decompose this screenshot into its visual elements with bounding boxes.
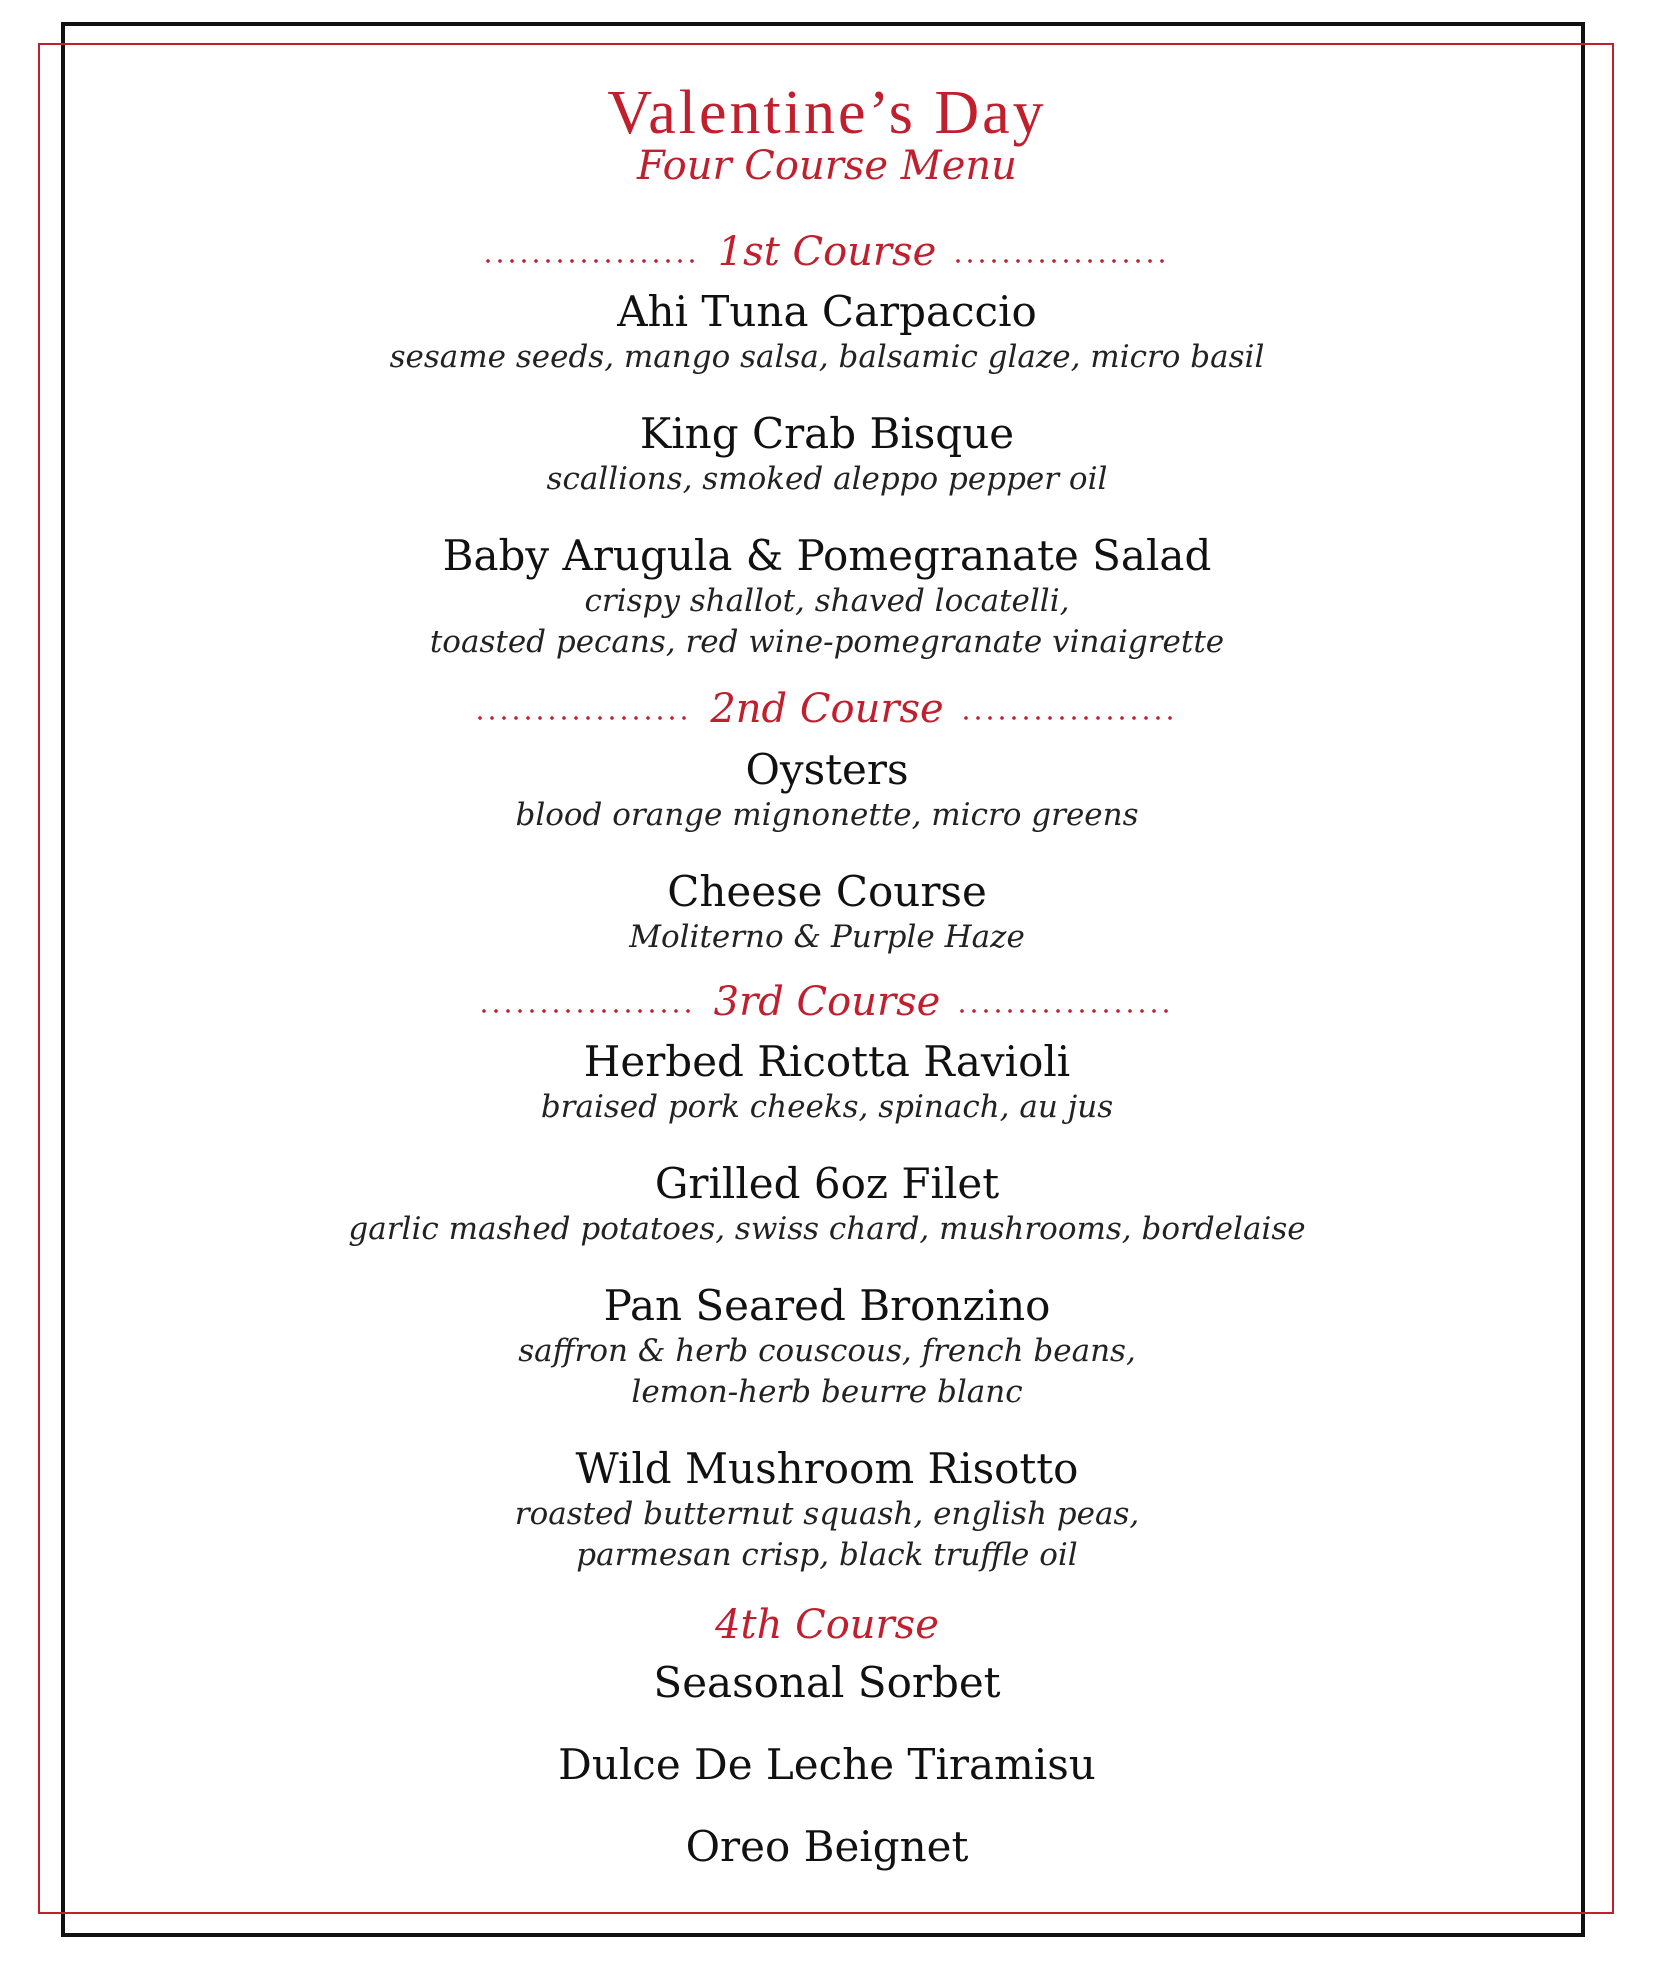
dish-description: lemon-herb beurre blanc [631, 1374, 1023, 1410]
dish-description: parmesan crisp, black truffle oil [576, 1537, 1078, 1573]
dish-item [0, 1281, 1654, 1413]
dish-name: Oysters [745, 745, 909, 794]
course-heading-3 [0, 975, 1654, 1029]
dish-item [0, 1658, 1654, 1708]
dish-name: Herbed Ricotta Ravioli [583, 1037, 1071, 1086]
dish-name: Pan Seared Bronzino [603, 1281, 1051, 1330]
dish-item [0, 287, 1654, 378]
dish-item [0, 1444, 1654, 1576]
dotted-rule-right [960, 715, 1180, 721]
dish-name: King Crab Bisque [639, 409, 1015, 458]
dish-description: scallions, smoked aleppo pepper oil [546, 461, 1108, 497]
course-label: 1st Course [717, 229, 937, 275]
dish-name: Seasonal Sorbet [653, 1658, 1001, 1707]
course-heading-2 [0, 682, 1654, 736]
dish-description: saffron & herb couscous, french beans, [518, 1333, 1136, 1369]
dish-name: Cheese Course [667, 867, 987, 916]
dotted-rule-right [956, 1008, 1176, 1014]
dotted-rule-left [478, 1008, 698, 1014]
dish-name: Dulce De Leche Tiramisu [558, 1740, 1096, 1789]
dish-item [0, 531, 1654, 663]
dish-name: Baby Arugula & Pomegranate Salad [442, 531, 1212, 580]
dish-item [0, 1037, 1654, 1128]
dish-description: blood orange mignonette, micro greens [515, 797, 1139, 833]
course-heading-1 [0, 225, 1654, 279]
dish-description: toasted pecans, red wine-pomegranate vinaigrette [429, 624, 1225, 660]
dotted-rule-right [952, 258, 1172, 264]
dish-description: Moliterno & Purple Haze [629, 919, 1025, 955]
dish-name: Oreo Beignet [685, 1822, 969, 1871]
dish-item [0, 867, 1654, 958]
dish-item [0, 409, 1654, 500]
dish-item [0, 1822, 1654, 1872]
dish-description: crispy shallot, shaved locatelli, [584, 583, 1070, 619]
dish-item [0, 1740, 1654, 1790]
dish-name: Ahi Tuna Carpaccio [617, 287, 1037, 336]
dish-description: garlic mashed potatoes, swiss chard, mushrooms, bordelaise [348, 1211, 1306, 1247]
dish-description: roasted butternut squash, english peas, [514, 1496, 1140, 1532]
course-label: 3rd Course [713, 979, 941, 1025]
course-label: 2nd Course [710, 686, 944, 732]
dotted-rule-left [474, 715, 694, 721]
menu-title: Valentine’s Day [607, 79, 1047, 147]
dish-item [0, 745, 1654, 836]
dish-name: Wild Mushroom Risotto [575, 1444, 1079, 1493]
dish-item [0, 1159, 1654, 1250]
dish-description: braised pork cheeks, spinach, au jus [540, 1089, 1114, 1125]
dish-name: Grilled 6oz Filet [654, 1159, 1000, 1208]
dish-description: sesame seeds, mango salsa, balsamic glaze, micro basil [389, 339, 1265, 375]
course-label: 4th Course [715, 1602, 939, 1648]
course-heading-4 [0, 1598, 1654, 1652]
menu-subtitle: Four Course Menu [637, 143, 1017, 189]
dotted-rule-left [482, 258, 702, 264]
